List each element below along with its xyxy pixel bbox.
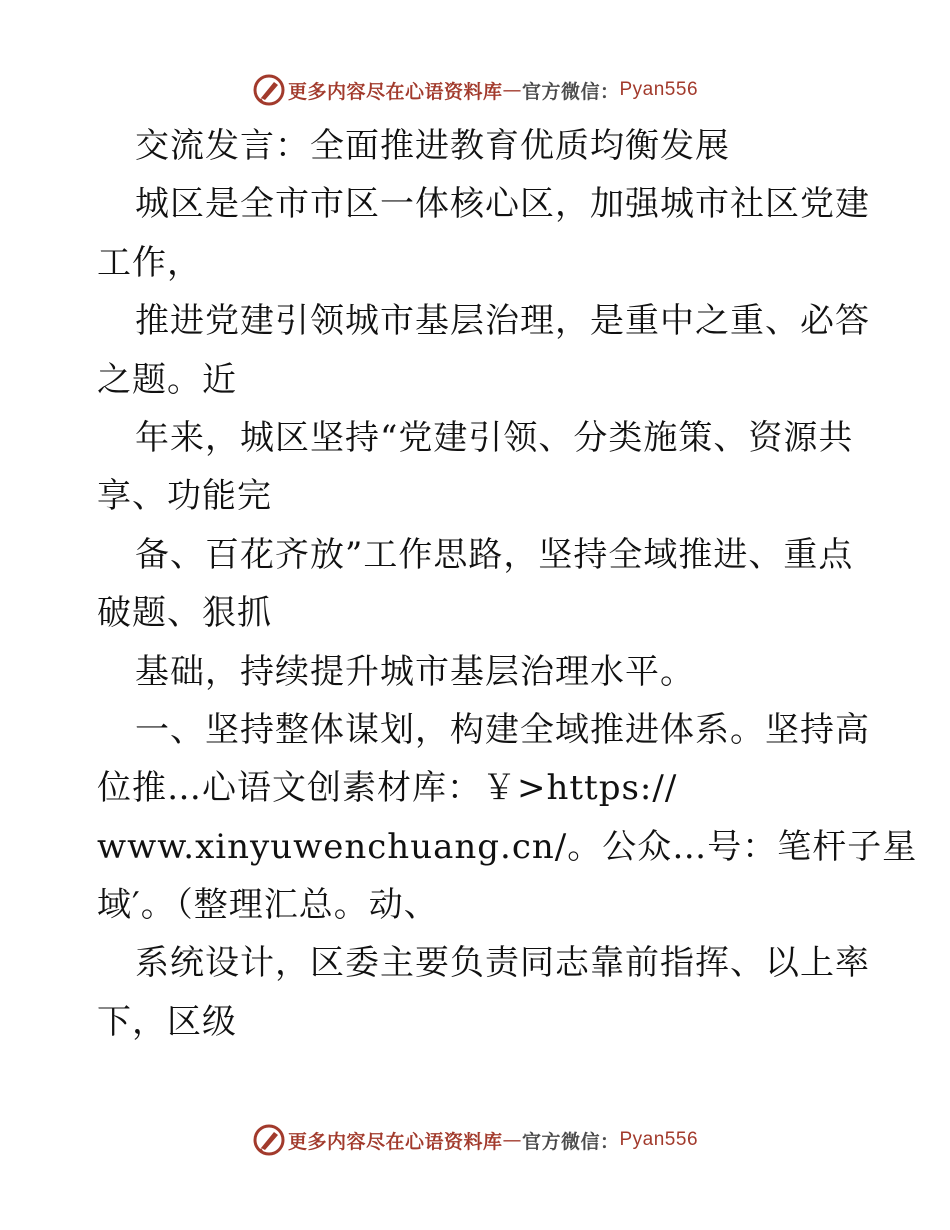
wechat-id: Pyan556 bbox=[619, 1129, 699, 1150]
paragraph-line: 下，区级 bbox=[97, 1001, 237, 1042]
paragraph-line: 工作， bbox=[97, 242, 202, 283]
document-body bbox=[97, 117, 918, 1051]
document-title: 交流发言：全面推进教育优质均衡发展 bbox=[135, 126, 730, 166]
site-name-text: 更多内容尽在心语资料库 bbox=[287, 1130, 503, 1153]
paragraph-line: 位推…心语文创素材库：￥>https:// bbox=[97, 768, 678, 809]
section-heading-line: 一、坚持整体谋划，构建全域推进体系。坚持高 bbox=[135, 709, 870, 750]
paragraph-line: 基础，持续提升城市基层治理水平。 bbox=[135, 651, 695, 692]
wechat-id: Pyan556 bbox=[619, 79, 699, 100]
paragraph-line: 城区是全市市区一体核心区，加强城市社区党建 bbox=[135, 184, 870, 225]
banner-dash: — bbox=[502, 79, 522, 101]
wechat-label: 官方微信： bbox=[521, 1130, 620, 1153]
pen-logo-icon bbox=[252, 73, 286, 107]
paragraph-line: 备、百花齐放”工作思路，坚持全域推进、重点 bbox=[135, 534, 854, 575]
paragraph-line: 年来，城区坚持“党建引领、分类施策、资源共 bbox=[135, 417, 854, 458]
paragraph-line: www.xinyuwenchuang.cn/。公众…号：笔杆子星 bbox=[97, 826, 918, 867]
paragraph-line: 域′。（整理汇总。动、 bbox=[97, 885, 439, 926]
footer-watermark-banner bbox=[0, 1120, 950, 1160]
header-watermark-banner bbox=[0, 70, 950, 110]
paragraph-line: 享、功能完 bbox=[97, 476, 272, 517]
paragraph-line: 系统设计，区委主要负责同志靠前指挥、以上率 bbox=[135, 943, 870, 984]
pen-logo-icon bbox=[252, 1123, 286, 1157]
wechat-label: 官方微信： bbox=[521, 80, 620, 103]
paragraph-line: 之题。近 bbox=[97, 359, 237, 400]
banner-dash: — bbox=[502, 1129, 522, 1151]
site-name-text: 更多内容尽在心语资料库 bbox=[287, 80, 503, 103]
paragraph-line: 推进党建引领城市基层治理，是重中之重、必答 bbox=[135, 301, 870, 342]
paragraph-line: 破题、狠抓 bbox=[97, 593, 272, 634]
